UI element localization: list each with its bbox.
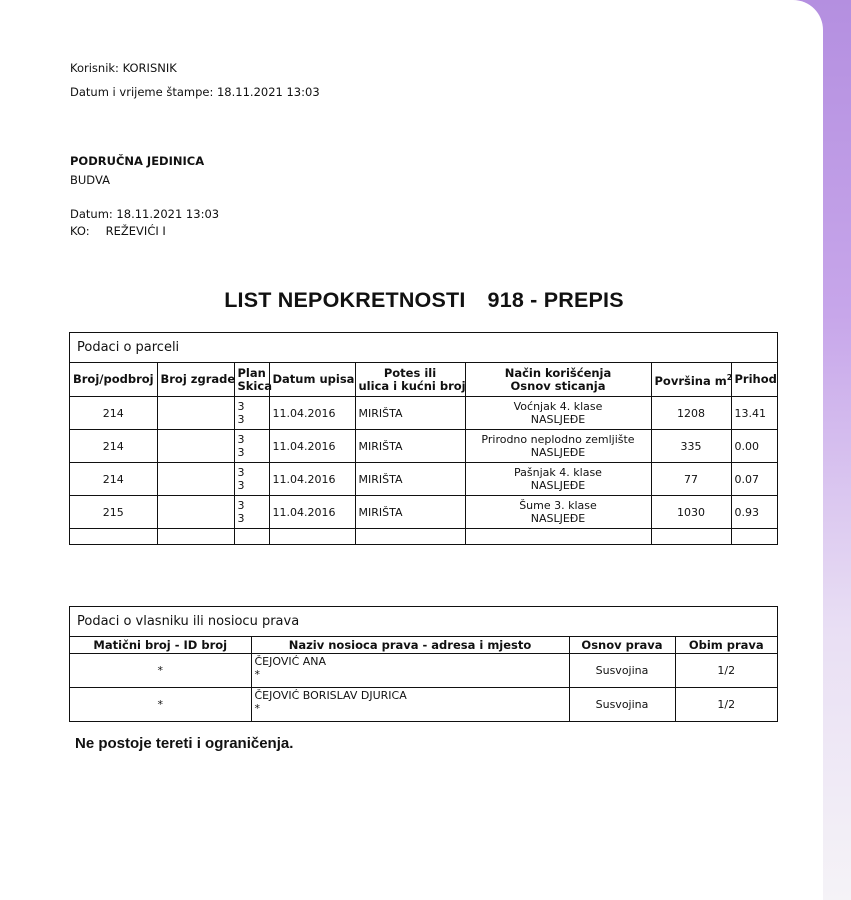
cell-obim: 1/2 (675, 654, 777, 688)
cell-nacin: Pašnjak 4. klase NASLJEĐE (465, 463, 651, 496)
regional-unit-name: BUDVA (70, 173, 110, 187)
col-osnov-prava: Osnov prava (569, 637, 675, 654)
cell-potes: MIRIŠTA (355, 430, 465, 463)
cell-nacin: Voćnjak 4. klase NASLJEĐE (465, 397, 651, 430)
print-datetime-line: Datum i vrijeme štampe: 18.11.2021 13:03 (70, 85, 320, 99)
col-broj-podbroj: Broj/podbroj (70, 363, 157, 397)
cadastral-municipality-line (70, 224, 166, 238)
parcel-table-header (70, 363, 777, 397)
cell-maticni: * (70, 688, 251, 722)
cell-zgrada (157, 496, 234, 529)
col-obim-prava: Obim prava (675, 637, 777, 654)
cell-datum: 11.04.2016 (269, 496, 355, 529)
regional-unit-label: PODRUČNA JEDINICA (70, 154, 205, 168)
col-prihod: Prihod (731, 363, 777, 397)
table-row (70, 654, 777, 688)
cell-povrsina: 335 (651, 430, 731, 463)
parcel-section (69, 332, 778, 545)
title-number: 918 - PREPIS (487, 288, 624, 312)
cell-potes: MIRIŠTA (355, 496, 465, 529)
cell-datum: 11.04.2016 (269, 463, 355, 496)
col-povrsina: Površina $m^2$ (651, 363, 731, 397)
date-line: Datum: 18.11.2021 13:03 (70, 207, 220, 221)
parcel-table (70, 363, 777, 544)
col-maticni-broj: Matični broj - ID broj (70, 637, 251, 654)
cell-plan-skica: 3 3 (234, 496, 269, 529)
owner-table-header (70, 637, 777, 654)
cell-osnov: Susvojina (569, 688, 675, 722)
cell-broj: 214 (70, 430, 157, 463)
korisnik-line: Korisnik: KORISNIK (70, 61, 177, 75)
ko-value: REŽEVIĆI I (105, 224, 166, 238)
col-potes: Potes ili ulica i kućni broj (355, 363, 465, 397)
cell-datum: 11.04.2016 (269, 397, 355, 430)
page-title (70, 288, 778, 313)
parcel-section-title: Podaci o parceli (70, 333, 777, 363)
table-row (70, 430, 777, 463)
cell-prihod: 13.41 (731, 397, 777, 430)
cell-datum: 11.04.2016 (269, 430, 355, 463)
cell-prihod: 0.00 (731, 430, 777, 463)
cell-osnov: Susvojina (569, 654, 675, 688)
cell-naziv: ČEJOVIĆ ANA * (251, 654, 569, 688)
cell-potes: MIRIŠTA (355, 463, 465, 496)
title-main: LIST NEPOKRETNOSTI (224, 288, 466, 312)
owner-section-title: Podaci o vlasniku ili nosiocu prava (70, 607, 777, 637)
col-plan-skica: Plan Skica (234, 363, 269, 397)
cell-zgrada (157, 463, 234, 496)
cell-broj: 214 (70, 397, 157, 430)
cell-povrsina: 1030 (651, 496, 731, 529)
cell-potes: MIRIŠTA (355, 397, 465, 430)
cell-zgrada (157, 430, 234, 463)
cell-plan-skica: 3 3 (234, 397, 269, 430)
cell-povrsina: 77 (651, 463, 731, 496)
table-row (70, 496, 777, 529)
table-row (70, 397, 777, 430)
cell-obim: 1/2 (675, 688, 777, 722)
cell-maticni: * (70, 654, 251, 688)
cell-plan-skica: 3 3 (234, 463, 269, 496)
owner-table (70, 637, 777, 721)
cell-plan-skica: 3 3 (234, 430, 269, 463)
table-row-empty (70, 529, 777, 545)
cell-nacin: Šume 3. klase NASLJEĐE (465, 496, 651, 529)
cell-broj: 215 (70, 496, 157, 529)
table-row (70, 463, 777, 496)
table-row (70, 688, 777, 722)
col-broj-zgrade: Broj zgrade (157, 363, 234, 397)
owner-section (69, 606, 778, 722)
cell-prihod: 0.93 (731, 496, 777, 529)
ko-label: KO: (70, 224, 90, 238)
encumbrance-note: Ne postoje tereti i ograničenja. (75, 735, 294, 752)
cell-povrsina: 1208 (651, 397, 731, 430)
col-nacin-koriscenja: Način korišćenja Osnov sticanja (465, 363, 651, 397)
cell-broj: 214 (70, 463, 157, 496)
cell-nacin: Prirodno neplodno zemljište NASLJEĐE (465, 430, 651, 463)
cell-zgrada (157, 397, 234, 430)
col-naziv-nosioca: Naziv nosioca prava - adresa i mjesto (251, 637, 569, 654)
col-datum-upisa: Datum upisa (269, 363, 355, 397)
cell-prihod: 0.07 (731, 463, 777, 496)
cell-naziv: ČEJOVIĆ BORISLAV DJURICA * (251, 688, 569, 722)
